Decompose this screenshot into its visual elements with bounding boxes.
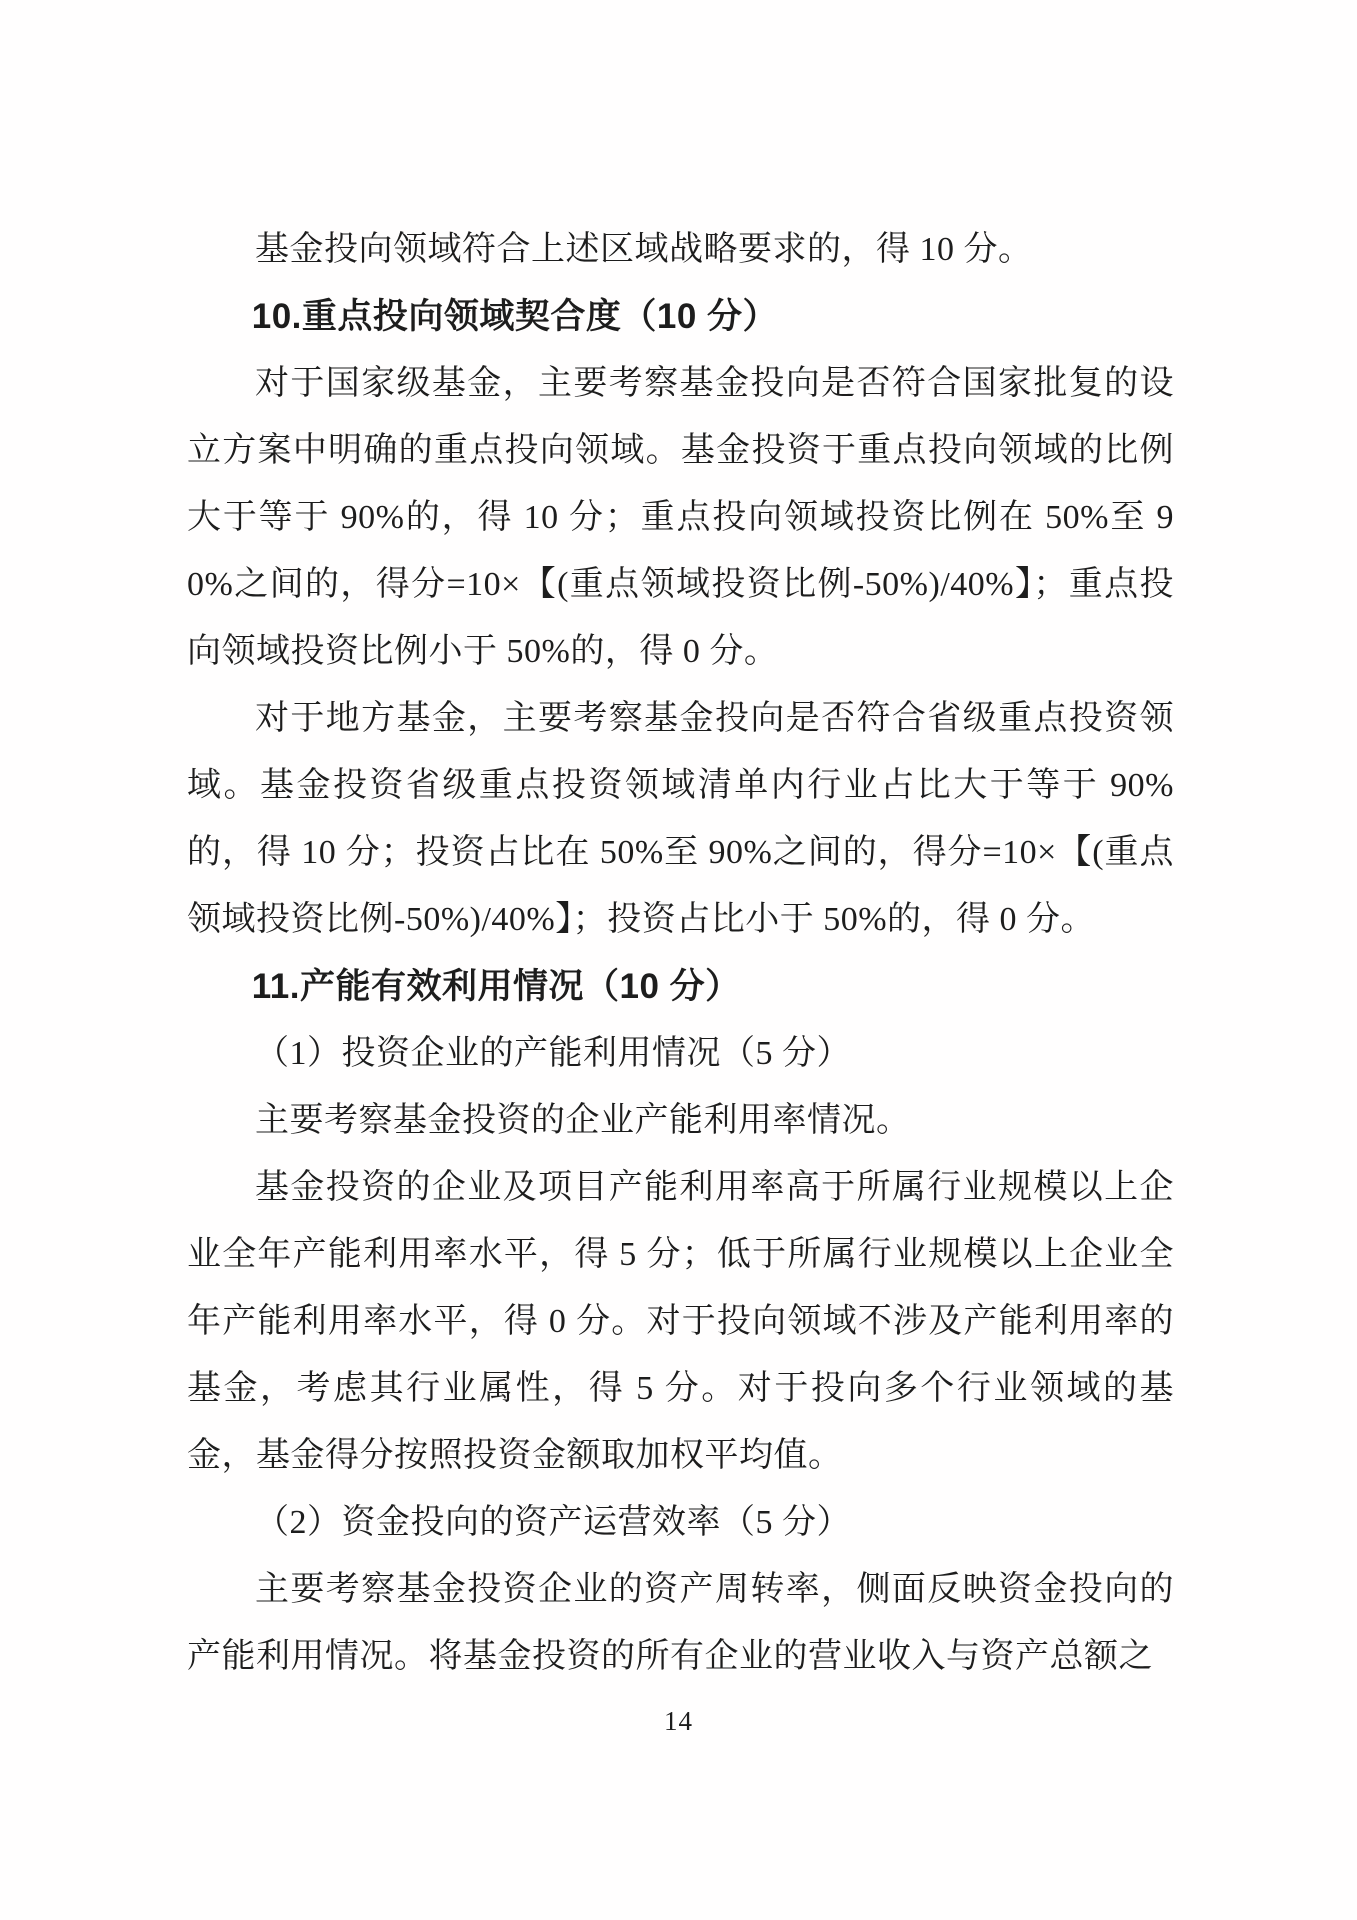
section-heading-10-key-investment-field-fit: 10.重点投向领域契合度（10 分） <box>251 297 779 336</box>
section-heading-11-capacity-utilization: 11.产能有效利用情况（10 分） <box>251 967 741 1006</box>
paragraph-asset-turnover: 主要考察基金投资企业的资产周转率，侧面反映资金投向的产能利用情况。将基金投资的所有企业的营业收入与资产总额之 <box>187 1571 1174 1675</box>
paragraph-national-fund-scoring: 对于国家级基金，主要考察基金投向是否符合国家批复的设立方案中明确的重点投向领域。基金投资于重点投向领域的比例大于等于 90%的，得 10 分；重点投向领域投资比例在 50%至 90%之间的，得分=10×【(重点领域投资比例-50%)/40%】；重点投向领域投资比例小于 50%的，得 0 分。 <box>187 365 1174 670</box>
paragraph-local-fund-scoring: 对于地方基金，主要考察基金投向是否符合省级重点投资领域。基金投资省级重点投资领域清单内行业占比大于等于 90%的，得 10 分；投资占比在 50%至 90%之间的，得分=10×【(重点领域投资比例-50%)/40%】；投资占比小于 50%的，得 0 分。 <box>187 700 1174 938</box>
subheading-2-asset-operation-efficiency: （2）资金投向的资产运营效率（5 分） <box>255 1504 851 1541</box>
subheading-1-enterprise-capacity-utilization: （1）投资企业的产能利用情况（5 分） <box>255 1035 851 1072</box>
paragraph-capacity-utilization-scoring: 基金投资的企业及项目产能利用率高于所属行业规模以上企业全年产能利用率水平，得 5 分；低于所属行业规模以上企业全年产能利用率水平，得 0 分。对于投向领域不涉及产能利用率的基金，考虑其行业属性，得 5 分。对于投向多个行业领域的基金，基金得分按照投资金额取加权平均值。 <box>187 1169 1174 1474</box>
paragraph-capacity-utilization-intro: 主要考察基金投资的企业产能利用率情况。 <box>255 1102 911 1139</box>
page-number: 14 <box>664 1706 693 1736</box>
paragraph-region-strategy-score: 基金投向领域符合上述区域战略要求的，得 10 分。 <box>255 231 1033 268</box>
